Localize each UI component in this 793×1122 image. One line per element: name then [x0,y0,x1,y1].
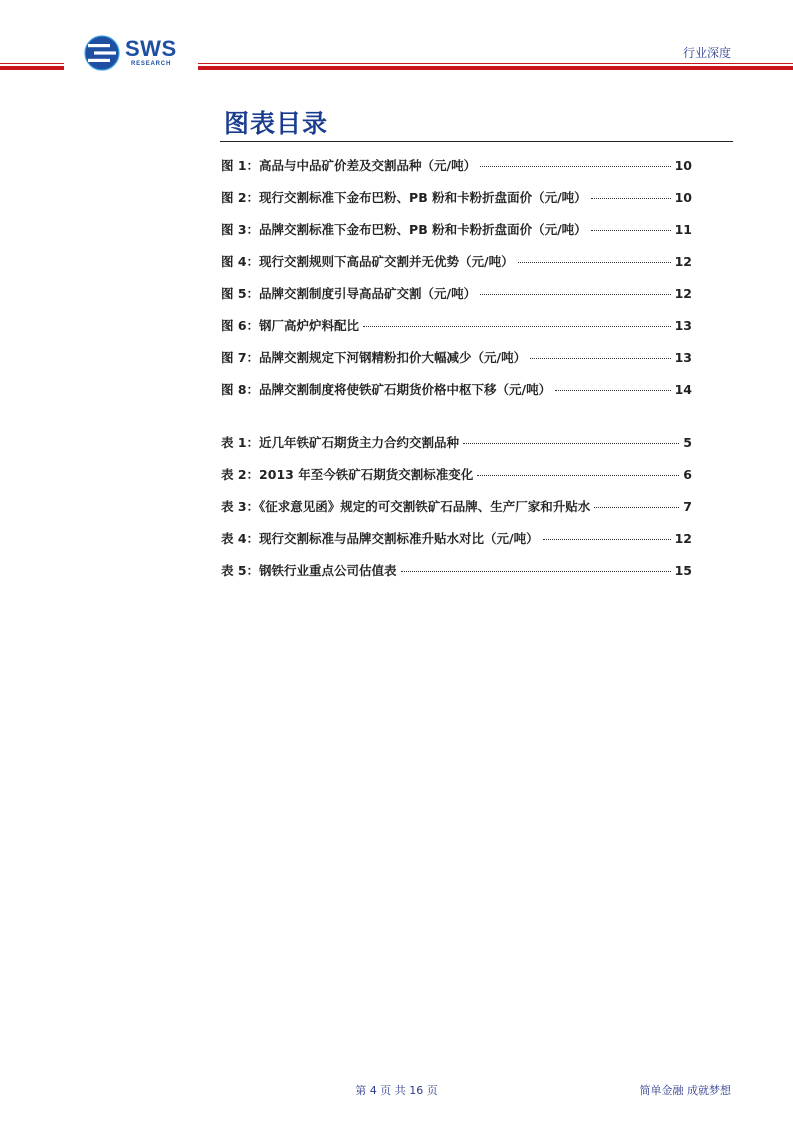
toc-entry-page: 10 [674,158,692,173]
dot-leader [530,358,670,359]
toc-entry-figure[interactable] [221,316,692,348]
dot-leader [591,198,671,199]
logo-name: SWS [125,36,177,61]
toc-entry-table[interactable] [221,497,692,529]
toc-entry-label: 表 3：《征求意见函》规定的可交割铁矿石品牌、生产厂家和升贴水 [221,499,591,514]
logo [84,33,177,73]
header-rule-right [198,63,793,70]
toc-entry-figure[interactable] [221,220,692,252]
toc-entry-table[interactable] [221,529,692,561]
dot-leader [477,475,679,476]
toc-entry-page: 15 [674,563,692,578]
toc-entry-page: 12 [674,286,692,301]
toc-entry-table[interactable] [221,433,692,465]
dot-leader [591,230,671,231]
toc-entry-page: 14 [674,382,692,397]
toc-entry-label: 图 8：品牌交割制度将使铁矿石期货价格中枢下移（元/吨） [221,382,552,397]
footer-slogan: 简单金融 成就梦想 [639,1084,731,1097]
table-list [221,433,692,593]
toc-entry-label: 图 7：品牌交割规定下河钢精粉扣价大幅减少（元/吨） [221,350,527,365]
dot-leader [543,539,671,540]
toc-entry-page: 12 [674,531,692,546]
toc-entry-label: 图 2：现行交割标准下金布巴粉、PB 粉和卡粉折盘面价（元/吨） [221,190,587,205]
dot-leader [555,390,670,391]
toc-entry-page: 11 [674,222,692,237]
toc-entry-label: 图 6：钢厂高炉炉料配比 [221,318,360,333]
dot-leader [463,443,679,444]
toc-entry-figure[interactable] [221,348,692,380]
dot-leader [363,326,671,327]
toc-entry-figure[interactable] [221,252,692,284]
toc-entry-label: 表 1：近几年铁矿石期货主力合约交割品种 [221,435,460,450]
toc-entry-label: 图 1：高品与中品矿价差及交割品种（元/吨） [221,158,477,173]
toc-entry-page: 6 [683,467,692,482]
toc-entry-page: 7 [683,499,692,514]
dot-leader [480,294,670,295]
dot-leader [594,507,679,508]
dot-leader [480,166,670,167]
toc-entry-label: 图 4：现行交割规则下高品矿交割并无优势（元/吨） [221,254,514,269]
document-type: 行业深度 [682,46,731,60]
dot-leader [401,571,671,572]
toc-entry-page: 12 [674,254,692,269]
toc-entry-page: 5 [683,435,692,450]
dot-leader [518,262,671,263]
page-number: 第 4 页 共 16 页 [355,1084,438,1097]
toc-entry-page: 13 [674,318,692,333]
toc-entry-label: 表 4：现行交割标准与品牌交割标准升贴水对比（元/吨） [221,531,539,546]
header-rule-left [0,63,64,70]
toc-entry-table[interactable] [221,465,692,497]
page-title: 图表目录 [224,109,329,138]
sws-logo-icon [84,35,120,71]
toc-entry-label: 表 5：钢铁行业重点公司估值表 [221,563,397,578]
title-divider [220,141,733,142]
toc-entry-table[interactable] [221,561,692,593]
toc-entry-figure[interactable] [221,188,692,220]
toc-entry-label: 图 5：品牌交割制度引导高品矿交割（元/吨） [221,286,477,301]
toc-entry-figure[interactable] [221,380,692,412]
logo-subtitle: RESEARCH [131,61,172,67]
toc-entry-figure[interactable] [221,156,692,188]
figure-list [221,156,692,412]
toc-entry-page: 10 [674,190,692,205]
toc-entry-label: 图 3：品牌交割标准下金布巴粉、PB 粉和卡粉折盘面价（元/吨） [221,222,587,237]
toc-entry-figure[interactable] [221,284,692,316]
toc-entry-page: 13 [674,350,692,365]
toc-entry-label: 表 2：2013 年至今铁矿石期货交割标准变化 [221,467,474,482]
